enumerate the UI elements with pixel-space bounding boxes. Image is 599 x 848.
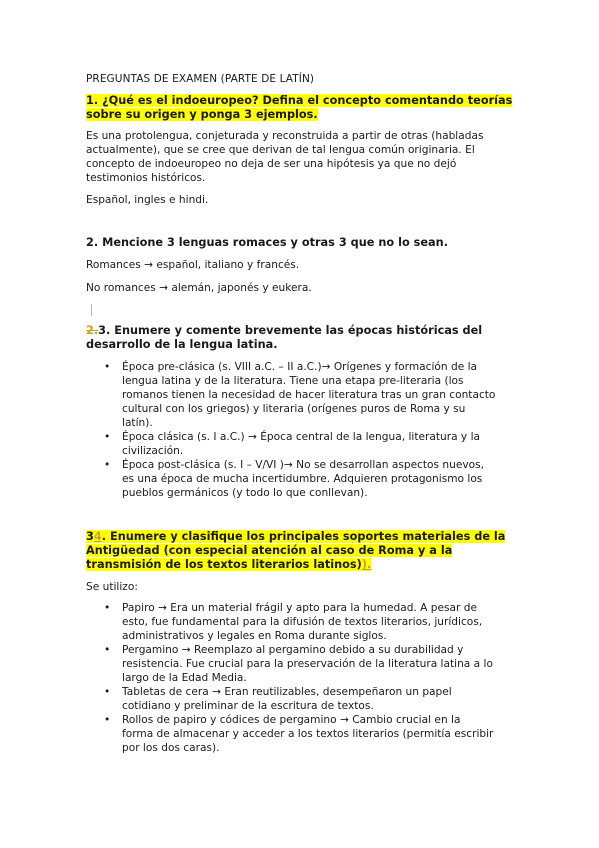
bullet-icon: •	[104, 459, 111, 471]
list-item-line: largo de la Edad Media.	[122, 672, 247, 684]
answer-1-line-4: testimonios históricos.	[86, 172, 206, 184]
question-4-line-3: transmisión de los textos literarios latinos)	[86, 558, 362, 571]
list-item-line: Pergamino → Reemplazo al pergamino debido a su durabilidad y	[122, 644, 464, 656]
bullet-icon: •	[104, 602, 111, 614]
list-item-line: Rollos de papiro y códices de pergamino → Cambio crucial en la	[122, 714, 461, 726]
question-3-deleted-number: 2.	[86, 324, 99, 337]
list-item-line: Tabletas de cera → Eran reutilizables, desempeñaron un papel	[122, 686, 452, 698]
question-1	[86, 94, 516, 122]
list-item-line: civilización.	[122, 445, 184, 457]
list-item	[104, 601, 552, 643]
answer-1-examples: Español, ingles e hindi.	[86, 194, 209, 206]
list-item-line: forma de almacenar y acceder a los textos literarios (permitía escribir	[122, 728, 494, 740]
question-3-line-1: 3. Enumere y comente brevemente las épocas históricas del	[98, 324, 483, 337]
list-item-line: Época pre-clásica (s. VIII a.C. – II a.C.)→ Orígenes y formación de la	[122, 361, 478, 373]
list-item-line: Época post-clásica (s. I – V/VI )→ No se desarrollan aspectos nuevos,	[122, 459, 485, 471]
question-1-line-1: 1. ¿Qué es el indoeuropeo? Defina el concepto comentando teorías	[86, 94, 513, 107]
list-item-line: cultural con los griegos) y literaria (orígenes puros de Roma y su	[122, 403, 466, 415]
list-item-line: cotidiano y preliminar de la escritura de textos.	[122, 700, 374, 712]
question-1-line-2: sobre su origen y ponga 3 ejemplos.	[86, 108, 318, 121]
answer-1	[86, 129, 516, 185]
list-item	[104, 458, 552, 500]
answer-2-romance: Romances → español, italiano y francés.	[86, 259, 300, 271]
list-item	[104, 430, 552, 458]
question-4-inserted-number: 4	[93, 530, 102, 543]
answer-1-line-1: Es una protolengua, conjeturada y reconstruida a partir de otras (habladas	[86, 130, 484, 142]
document-title: PREGUNTAS DE EXAMEN (PARTE DE LATÍN)	[86, 73, 315, 85]
list-item-line: Papiro → Era un material frágil y apto para la humedad. A pesar de	[122, 602, 477, 614]
list-item-line: esto, fue fundamental para la difusión de textos literarios, jurídicos,	[122, 616, 483, 628]
supports-list	[86, 601, 552, 755]
list-item-line: por los dos caras).	[122, 742, 220, 754]
list-item	[104, 713, 552, 755]
question-4-line-1: . Enumere y clasifique los principales soportes materiales de la	[101, 530, 506, 543]
list-item-line: es una época de mucha incertidumbre. Adquieren protagonismo los	[122, 473, 483, 485]
list-item-line: romanos tienen la necesidad de hacer literatura tras un gran contacto	[122, 389, 496, 401]
question-4-line-end: ).	[361, 558, 372, 571]
question-4-number-prefix: 3	[86, 530, 94, 543]
question-4-line-2: Antigüedad (con especial atención al caso de Roma y a la	[86, 544, 453, 557]
bullet-icon: •	[104, 714, 111, 726]
bullet-icon: •	[104, 686, 111, 698]
bullet-icon: •	[104, 644, 111, 656]
question-2: 2. Mencione 3 lenguas romaces y otras 3 que no lo sean.	[86, 236, 448, 249]
answer-1-line-3: concepto de indoeuropeo no deja de ser una hipótesis ya que no dejó	[86, 158, 457, 170]
epochs-list	[86, 360, 552, 500]
answer-4-intro: Se utilizo:	[86, 581, 138, 593]
list-item-line: latín).	[122, 417, 153, 429]
list-item-line: Época clásica (s. I a.C.) → Época central de la lengua, literatura y la	[122, 431, 480, 443]
list-item-line: resistencia. Fue crucial para la preservación de la literatura latina a lo	[122, 658, 493, 670]
list-item	[104, 643, 552, 685]
list-item	[104, 685, 552, 713]
question-4	[86, 530, 516, 572]
list-item-line: pueblos germánicos (y todo lo que conllevan).	[122, 487, 368, 499]
question-3-line-2: desarrollo de la lengua latina.	[86, 338, 278, 351]
list-item-line: administrativos y legales en Roma durante siglos.	[122, 630, 387, 642]
bullet-icon: •	[104, 361, 111, 373]
answer-1-line-2: actualmente), que se cree que derivan de tal lengua común originaria. El	[86, 144, 475, 156]
bullet-icon: •	[104, 431, 111, 443]
answer-2-non-romance: No romances → alemán, japonés y eukera.	[86, 282, 312, 294]
text-cursor-mark	[91, 304, 92, 316]
question-3	[86, 324, 516, 352]
list-item	[104, 360, 552, 430]
list-item-line: lengua latina y de la literatura. Tiene una etapa pre-literaria (los	[122, 375, 464, 387]
